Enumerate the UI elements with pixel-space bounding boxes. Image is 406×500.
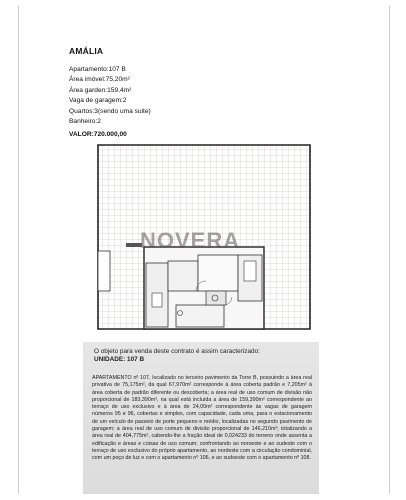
room-service [168, 261, 198, 291]
contract-body: APARTAMENTO nº 107, localizado no terceiro pavimento da Torre B, possuindo a área real privativa de 75,175m², da qual 67,970m² corresponde à área coberta padrão e 7,205m² à área coberta de padrão diferente ou descoberta; a área real de uso comum de divisão não proporcional de 183,390m², na qual está incluída a área de 159,390m² correspondente ao terraço de uso exclusivo e à área de 24,00m² correspondente às vagas de garagem números 95 e 96, cobertas e simples, com capacidade, cada uma, para o estacionamento de um veículo de passeio de porte pequeno e médio, localizadas no segundo pavimento de garagem; a área real de uso comum de divisão proporcional de 146,210m²; totalizando a área real de 404,775m², cabendo-lhe a fração ideal de 0,024233 do terreno onde assenta a edificação e áreas e coisas de uso comum; confrontando ao noroeste e ao sudeste com o terraço de uso exclusivo do próprio apartamento, ao nordeste com a circulação condominial, com um poço de luz e com o apartamento nº 106, e ao sudoeste com o apartamento nº 108. [92, 375, 312, 462]
contract-header [94, 348, 260, 364]
contract-intro: O objeto para venda deste contrato é assim caracterizado: [94, 348, 260, 355]
listing-price: VALOR:720.000,00 [69, 131, 127, 139]
room-bedroom [176, 305, 224, 327]
contract-excerpt [83, 342, 319, 494]
watermark-logo: NOVERA [140, 228, 241, 253]
detail-area: Área imóvel:75,20m² [69, 76, 130, 84]
room-living [198, 255, 238, 291]
detail-apartment: Apartamento:107 B [69, 66, 126, 73]
listing-info [69, 46, 369, 138]
floor-plan [96, 143, 314, 336]
listing-title: AMÁLIA [69, 46, 104, 56]
detail-garden: Área garden:159,4m² [69, 86, 132, 94]
detail-parking: Vaga de garagem:2 [69, 97, 127, 105]
detail-bathrooms: Banheiro:2 [69, 118, 101, 126]
detail-bedrooms: Quartos:3(sendo uma suite) [69, 107, 151, 115]
contract-unit: UNIDADE: 107 B [94, 356, 145, 363]
